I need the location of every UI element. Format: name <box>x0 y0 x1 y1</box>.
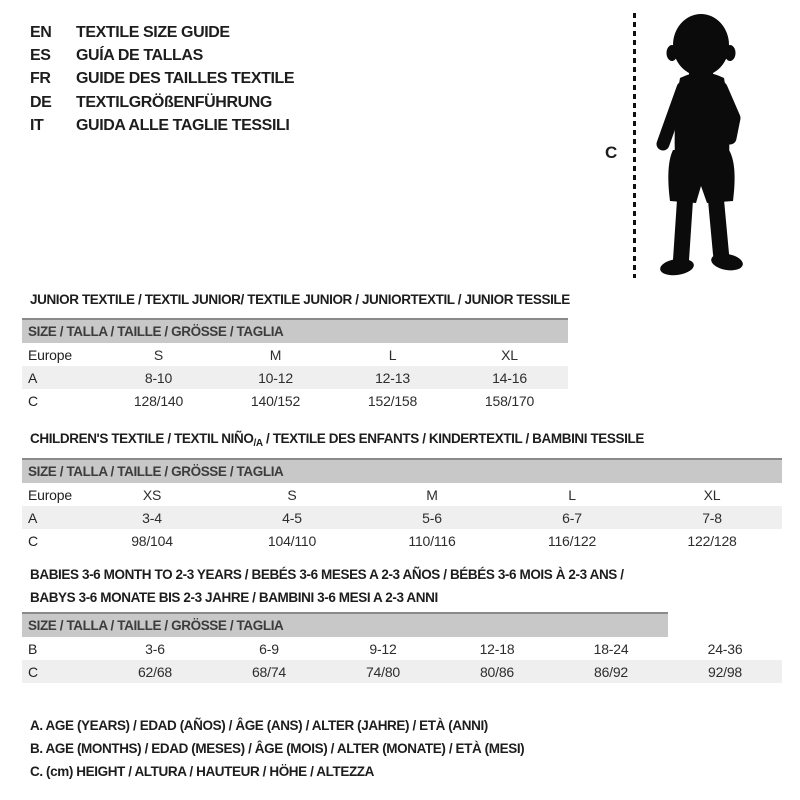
table-row <box>22 660 782 683</box>
section-title-line <box>30 563 624 586</box>
size-value-cell: M <box>426 486 438 503</box>
size-value-cell: L <box>568 486 576 503</box>
height-measure-dashed-line <box>633 13 636 278</box>
silhouette-ear-left <box>667 45 678 61</box>
silhouette-foot-left <box>659 257 695 278</box>
language-title: TEXTILGRÖßENFÜHRUNG <box>76 93 272 111</box>
silhouette-leg-right <box>716 200 721 254</box>
row-label: Europe <box>28 486 72 503</box>
size-table-header: SIZE / TALLA / TAILLE / GRÖSSE / TAGLIA <box>22 459 782 483</box>
size-value-cell: M <box>269 346 282 363</box>
size-value-cell: XS <box>142 486 162 503</box>
size-value-cell: S <box>287 486 297 503</box>
table-row <box>22 637 782 660</box>
row-label: A <box>22 506 82 529</box>
silhouette-leg-left <box>681 200 685 260</box>
size-value-cell: 24-36 <box>707 640 743 657</box>
size-value-cell: 3-4 <box>82 506 222 529</box>
babies-size-table <box>22 612 782 683</box>
title-text: JUNIOR TEXTILE / TEXTIL JUNIOR/ TEXTILE JUNIOR / JUNIORTEXTIL / JUNIOR TESSILE <box>30 292 570 307</box>
row-label: A <box>22 366 100 389</box>
section-title-line <box>30 427 644 455</box>
size-value-cell: 98/104 <box>131 532 173 549</box>
title-subscript: /A <box>253 438 263 449</box>
size-value-cell: 9-12 <box>369 640 397 657</box>
section-title-junior <box>30 288 570 311</box>
silhouette-ear-right <box>725 45 736 61</box>
footnote-line: B. AGE (MONTHS) / EDAD (MESES) / ÂGE (MOIS) / ALTER (MONATE) / ETÀ (MESI) <box>30 741 525 756</box>
language-row-fr <box>30 67 294 90</box>
table-row <box>22 506 782 529</box>
size-value-cell: 8-10 <box>100 366 217 389</box>
language-code: FR <box>30 70 51 88</box>
size-value-cell: L <box>388 346 397 363</box>
size-value-cell: 3-6 <box>145 640 165 657</box>
size-value-cell: 152/158 <box>367 392 418 409</box>
language-title: GUIDE DES TAILLES TEXTILE <box>76 70 295 88</box>
size-value-cell: 6-9 <box>259 640 279 657</box>
size-value-cell: 158/170 <box>484 392 535 409</box>
section-title-children <box>30 427 644 455</box>
table-row <box>22 483 782 506</box>
language-row-de <box>30 91 294 114</box>
size-value-cell: 6-7 <box>502 506 642 529</box>
size-value-cell: 104/110 <box>267 532 317 549</box>
size-value-cell: 110/116 <box>408 532 456 549</box>
size-value-cell: 122/128 <box>687 532 737 549</box>
row-label: C <box>28 392 38 409</box>
section-title-line <box>30 586 624 609</box>
row-label: B <box>28 640 38 657</box>
size-value-cell: 14-16 <box>451 366 568 389</box>
silhouette-shorts <box>668 150 734 203</box>
row-label: C <box>28 532 38 549</box>
language-code: IT <box>30 116 44 134</box>
language-title-block <box>30 21 294 137</box>
size-value-cell: 4-5 <box>222 506 362 529</box>
title-text: BABYS 3-6 MONATE BIS 2-3 JAHRE / BAMBINI 3-6 MESI A 2-3 ANNI <box>30 590 438 605</box>
title-text: CHILDREN'S TEXTILE / TEXTIL NIÑO <box>30 431 254 446</box>
size-table-header: SIZE / TALLA / TAILLE / GRÖSSE / TAGLIA <box>22 613 668 637</box>
language-code: DE <box>30 93 52 111</box>
size-value-cell: 10-12 <box>217 366 334 389</box>
footnote-line: A. AGE (YEARS) / EDAD (AÑOS) / ÂGE (ANS) / ALTER (JAHRE) / ETÀ (ANNI) <box>30 718 488 733</box>
footnote-line: C. (cm) HEIGHT / ALTURA / HAUTEUR / HÖHE / ALTEZZA <box>30 764 374 779</box>
size-value-cell: 12-18 <box>479 640 515 657</box>
toddler-silhouette-image <box>637 10 767 288</box>
size-table-header: SIZE / TALLA / TAILLE / GRÖSSE / TAGLIA <box>22 319 568 343</box>
junior-size-table <box>22 318 568 412</box>
language-title: GUIDA ALLE TAGLIE TESSILI <box>76 116 290 134</box>
table-row <box>22 529 782 552</box>
size-value-cell: 92/98 <box>668 660 782 683</box>
size-value-cell: 62/68 <box>98 660 212 683</box>
size-value-cell: 86/92 <box>554 660 668 683</box>
size-value-cell: XL <box>703 486 721 503</box>
table-row <box>22 366 568 389</box>
table-row <box>22 389 568 412</box>
language-row-es <box>30 44 294 67</box>
height-measure-label: C <box>605 143 618 162</box>
size-value-cell: 116/122 <box>547 532 597 549</box>
size-value-cell: 7-8 <box>642 506 782 529</box>
language-title: GUÍA DE TALLAS <box>76 47 203 65</box>
section-title-babies <box>30 563 624 609</box>
size-value-cell: 140/152 <box>250 392 301 409</box>
language-title: TEXTILE SIZE GUIDE <box>76 24 230 41</box>
language-code: EN <box>30 24 52 41</box>
table-row <box>22 343 568 366</box>
title-text: BABIES 3-6 MONTH TO 2-3 YEARS / BEBÉS 3-6 MESES A 2-3 AÑOS / BÉBÉS 3-6 MOIS À 2-3 ANS / <box>30 567 624 582</box>
language-code: ES <box>30 47 51 65</box>
size-value-cell: XL <box>501 346 518 363</box>
children-size-table <box>22 458 782 552</box>
footnote-block <box>30 714 524 783</box>
size-value-cell: 128/140 <box>133 392 184 409</box>
row-label: C <box>22 660 98 683</box>
size-value-cell: S <box>153 346 164 363</box>
language-row-it <box>30 114 294 137</box>
size-value-cell: 18-24 <box>593 640 629 657</box>
language-row-en <box>30 21 294 44</box>
size-value-cell: 5-6 <box>362 506 502 529</box>
size-value-cell: 74/80 <box>326 660 440 683</box>
size-value-cell: 80/86 <box>440 660 554 683</box>
title-text: / TEXTILE DES ENFANTS / KINDERTEXTIL / BAMBINI TESSILE <box>262 431 644 446</box>
size-value-cell: 68/74 <box>212 660 326 683</box>
size-value-cell: 12-13 <box>334 366 451 389</box>
section-title-line <box>30 288 570 311</box>
row-label: Europe <box>28 346 72 363</box>
